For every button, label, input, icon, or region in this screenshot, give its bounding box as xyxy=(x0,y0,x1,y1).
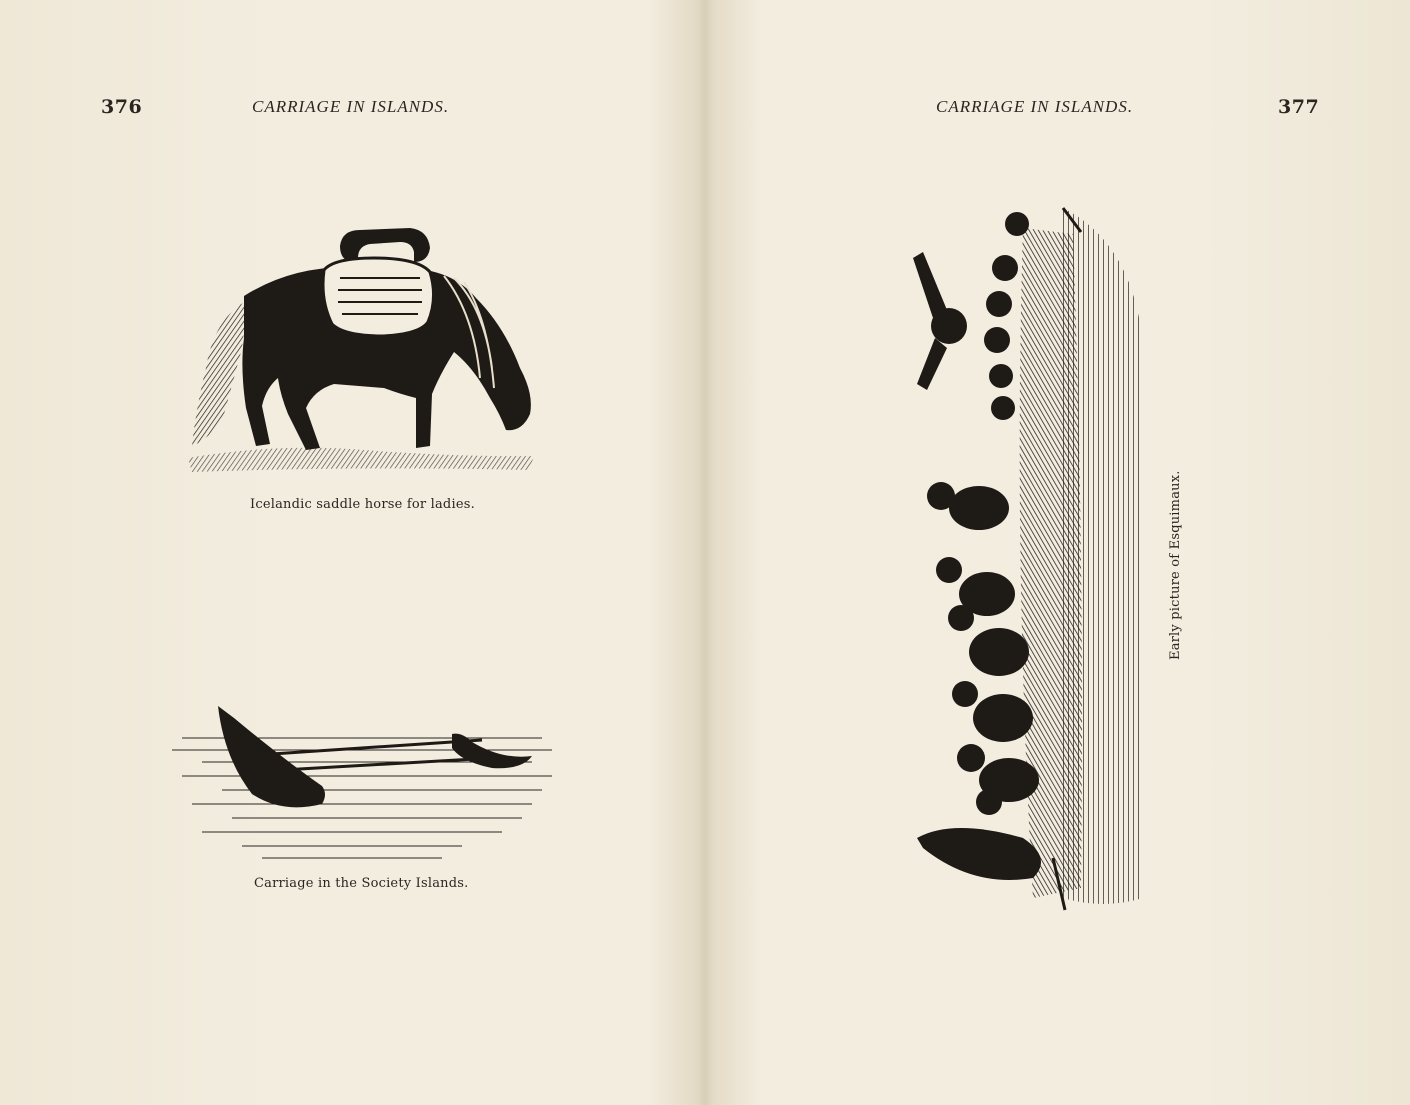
outrigger-canoe-engraving-icon xyxy=(162,698,562,868)
page-number-left: 376 xyxy=(101,96,143,118)
figure-caption-vertical: Early picture of Esquimaux. xyxy=(1168,470,1183,660)
running-head-left: CARRIAGE IN ISLANDS. xyxy=(252,97,450,116)
running-head-right: CARRIAGE IN ISLANDS. xyxy=(936,97,1134,116)
esquimaux-boat-engraving-icon xyxy=(913,198,1149,914)
figure-caption: Icelandic saddle horse for ladies. xyxy=(250,497,475,512)
right-page xyxy=(705,0,1410,1105)
figure-caption: Carriage in the Society Islands. xyxy=(254,876,469,891)
page-number-right: 377 xyxy=(1278,96,1320,118)
horse-engraving-icon xyxy=(184,218,540,476)
